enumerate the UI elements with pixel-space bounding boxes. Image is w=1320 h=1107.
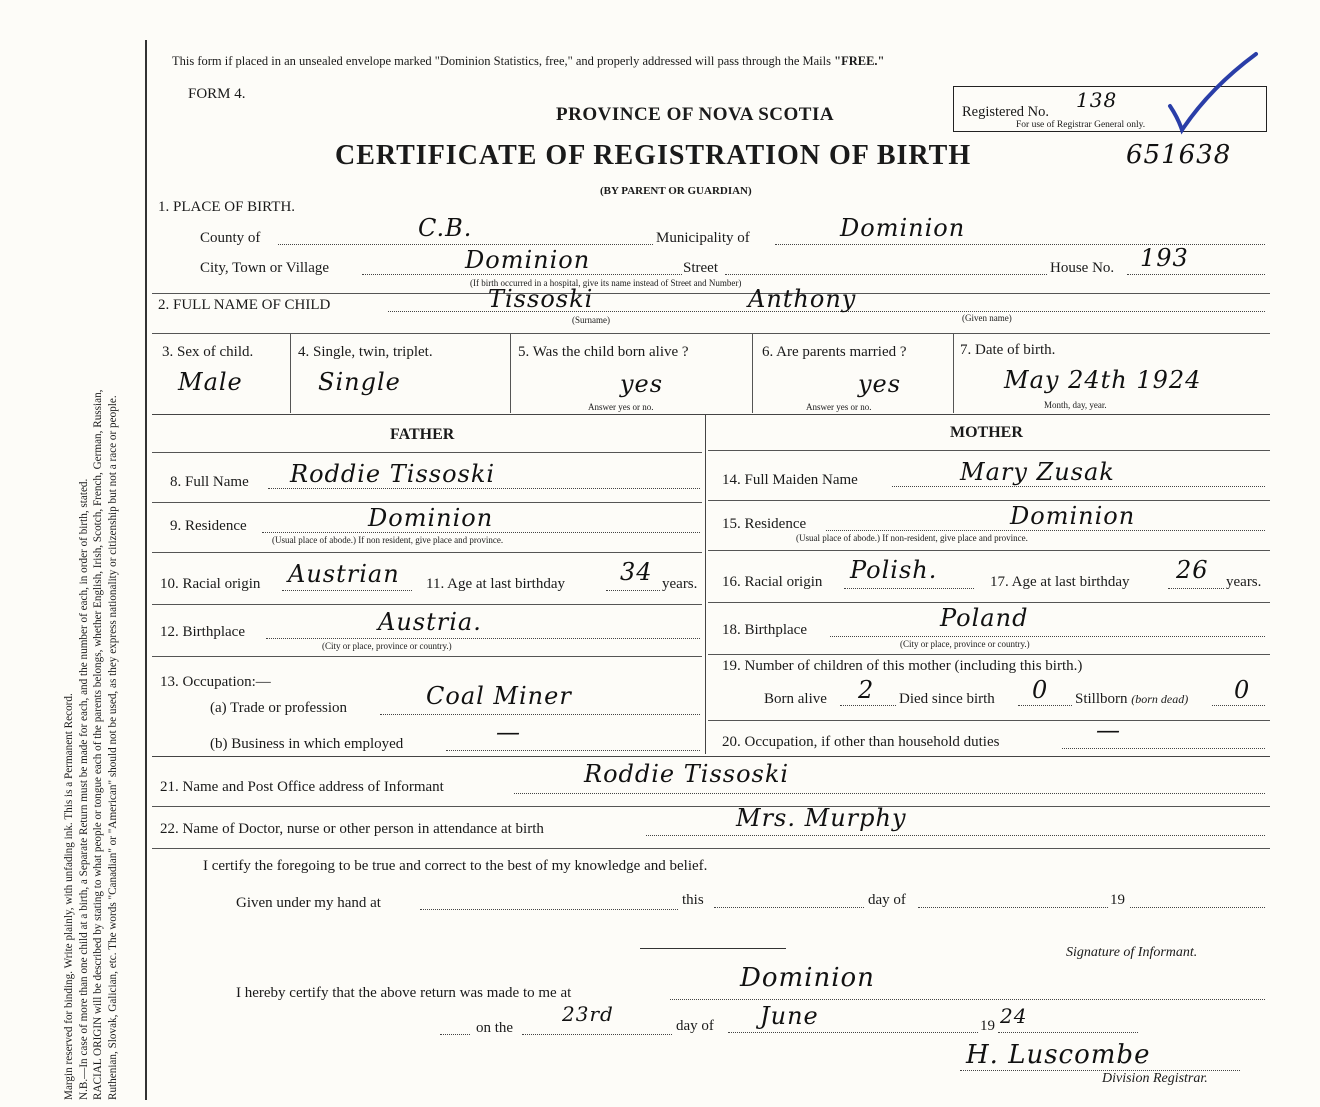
- house-line: [1127, 274, 1265, 275]
- margin-line-3: RACIAL ORIGIN will be described by stating to what people or tongue each of the parents belongs, whether English, Irish, Scotch, French, German, Russian,: [92, 389, 104, 1100]
- father-residence-label: 9. Residence: [170, 518, 247, 534]
- registrar-year-prefix: 19: [980, 1018, 995, 1034]
- county-value: C.B.: [418, 214, 473, 242]
- margin-notes: [62, 20, 120, 1100]
- registrar-year-value: 24: [1000, 1004, 1028, 1028]
- registrar-signature: H. Luscombe: [966, 1040, 1151, 1070]
- mother-occupation-value: —: [1096, 716, 1121, 744]
- place-heading: 1. PLACE OF BIRTH.: [158, 199, 296, 215]
- registrar-line: I hereby certify that the above return was made to me at: [236, 985, 572, 1001]
- on-the-line: [522, 1034, 672, 1035]
- mother-age-label: 17. Age at last birthday: [990, 574, 1130, 590]
- informant-line: [514, 793, 1265, 794]
- county-label: County of: [200, 230, 261, 246]
- mother-name-value: Mary Zusak: [960, 458, 1115, 486]
- divider: [152, 414, 1270, 415]
- year-prefix: 19: [1110, 892, 1125, 908]
- divider: [152, 848, 1270, 849]
- certify-text: I certify the foregoing to be true and correct to the best of my knowledge and belief.: [203, 858, 708, 874]
- mother-name-line: [892, 486, 1265, 487]
- mother-occupation-label: 20. Occupation, if other than household duties: [722, 734, 1000, 750]
- father-years: years.: [662, 576, 698, 592]
- married-value: yes: [858, 370, 902, 398]
- mother-racial-line: [844, 588, 974, 589]
- mother-residence-label: 15. Residence: [722, 516, 807, 532]
- registrar-title: Division Registrar.: [1102, 1071, 1208, 1086]
- day-of-label: day of: [868, 892, 906, 908]
- registrar-month-line: [728, 1032, 978, 1033]
- born-alive-value: 2: [858, 676, 875, 704]
- father-birthplace-note: (City or place, province or country.): [322, 641, 452, 651]
- divider: [152, 502, 702, 503]
- dob-value: May 24th 1924: [1004, 366, 1202, 394]
- stillborn-label: [1075, 691, 1188, 708]
- divider: [152, 293, 1270, 294]
- column-divider: [705, 414, 706, 754]
- divider: [708, 602, 1270, 603]
- registrar-year-line: [998, 1032, 1138, 1033]
- doctor-label: 22. Name of Doctor, nurse or other person in attendance at birth: [160, 821, 544, 837]
- father-residence-line: [262, 532, 700, 533]
- divider: [708, 550, 1270, 551]
- province-heading: PROVINCE OF NOVA SCOTIA: [556, 104, 835, 125]
- father-racial-label: 10. Racial origin: [160, 576, 261, 592]
- margin-border: [145, 40, 147, 1100]
- divider: [708, 720, 1270, 721]
- this-label: this: [682, 892, 704, 908]
- divider: [752, 333, 753, 413]
- mother-residence-line: [826, 530, 1265, 531]
- died-value: 0: [1032, 676, 1049, 704]
- occupation-label: 13. Occupation:—: [160, 674, 271, 690]
- father-heading: FATHER: [390, 426, 455, 443]
- divider: [290, 333, 291, 413]
- children-label: 19. Number of children of this mother (including this birth.): [722, 658, 1083, 674]
- born-alive-line: [840, 705, 896, 706]
- father-age-label: 11. Age at last birthday: [426, 576, 565, 592]
- father-name-value: Roddie Tissoski: [290, 460, 496, 488]
- married-label: 6. Are parents married ?: [762, 344, 907, 360]
- father-age-value: 34: [620, 558, 653, 586]
- father-residence-value: Dominion: [368, 504, 494, 532]
- divider: [708, 654, 1270, 655]
- registered-note: For use of Registrar General only.: [1016, 120, 1146, 130]
- died-line: [1018, 705, 1072, 706]
- surname-note: (Surname): [572, 315, 610, 325]
- city-label: City, Town or Village: [200, 260, 330, 276]
- divider: [152, 806, 1270, 807]
- dob-label: 7. Date of birth.: [960, 342, 1056, 358]
- page-subtitle: (BY PARENT OR GUARDIAN): [600, 185, 752, 197]
- father-name-label: 8. Full Name: [170, 474, 249, 490]
- child-surname: Tissoski: [488, 285, 594, 313]
- child-label: 2. FULL NAME OF CHILD: [158, 297, 331, 313]
- municipality-label: Municipality of: [656, 230, 750, 246]
- registered-label: Registered No.: [962, 104, 1049, 120]
- mother-name-label: 14. Full Maiden Name: [722, 472, 858, 488]
- city-value: Dominion: [465, 246, 591, 274]
- mail-note: [172, 54, 884, 69]
- doctor-line: [646, 835, 1265, 836]
- child-given: Anthony: [748, 285, 857, 313]
- handwritten-number: 651638: [1126, 140, 1232, 170]
- father-racial-line: [282, 590, 412, 591]
- father-birthplace-label: 12. Birthplace: [160, 624, 245, 640]
- house-value: 193: [1140, 244, 1189, 272]
- year-line: [1130, 907, 1265, 908]
- father-birthplace-line: [266, 638, 700, 639]
- this-line: [714, 907, 864, 908]
- divider: [152, 756, 1270, 757]
- informant-value: Roddie Tissoski: [584, 760, 790, 788]
- informant-label: 21. Name and Post Office address of Informant: [160, 779, 444, 795]
- alive-note: Answer yes or no.: [588, 402, 654, 412]
- margin-line-2: N.B.—In case of more than one child at a birth, a Separate Return must be made for each, and the number of each, in order of birth, stated.: [77, 478, 90, 1100]
- form-number: FORM 4.: [188, 86, 246, 102]
- margin-line-4: Ruthenian, Slovak, Galician, etc. The words "Canadian" or "American" should not be used, as they express nationality or citizenship but not a race or people.: [106, 395, 119, 1100]
- stillborn-note: (born dead): [1131, 692, 1189, 706]
- alive-label: 5. Was the child born alive ?: [518, 344, 689, 360]
- dob-note: Month, day, year.: [1044, 400, 1107, 410]
- divider: [510, 333, 511, 413]
- alive-value: yes: [620, 370, 664, 398]
- mother-occupation-line: [1062, 748, 1265, 749]
- business-value: —: [496, 718, 521, 746]
- registrar-place-value: Dominion: [740, 963, 875, 993]
- informant-signature-line: [640, 948, 786, 949]
- mother-birthplace-value: Poland: [940, 604, 1029, 632]
- sex-value: Male: [178, 368, 243, 396]
- signature-label: Signature of Informant.: [1066, 945, 1198, 960]
- mother-birthplace-label: 18. Birthplace: [722, 622, 807, 638]
- on-the-lead-line: [440, 1034, 470, 1035]
- city-line: [362, 274, 682, 275]
- mother-age-line: [1168, 588, 1224, 589]
- mother-racial-label: 16. Racial origin: [722, 574, 823, 590]
- margin-line-1: Margin reserved for binding. Write plainly, with unfading ink. This is a Permanent Record.: [63, 693, 75, 1100]
- doctor-value: Mrs. Murphy: [736, 804, 907, 832]
- mother-residence-note: (Usual place of abode.) If non-resident, give place and province.: [796, 533, 1028, 543]
- municipality-value: Dominion: [840, 214, 966, 242]
- single-value: Single: [318, 368, 401, 396]
- mother-heading: MOTHER: [950, 424, 1023, 441]
- mail-note-text: This form if placed in an unsealed envelope marked "Dominion Statistics, free," and properly addressed will pass through the Mails: [172, 54, 831, 68]
- divider: [152, 333, 1270, 334]
- street-label: Street: [683, 260, 718, 276]
- business-line: [446, 750, 700, 751]
- single-label: 4. Single, twin, triplet.: [298, 344, 433, 360]
- stillborn-value: 0: [1234, 676, 1251, 704]
- street-line: [725, 274, 1047, 275]
- died-label: Died since birth: [899, 691, 995, 707]
- municipality-line: [775, 244, 1265, 245]
- divider: [708, 500, 1270, 501]
- father-residence-note: (Usual place of abode.) If non resident, give place and province.: [272, 535, 504, 545]
- trade-label: (a) Trade or profession: [210, 700, 348, 716]
- business-label: (b) Business in which employed: [210, 736, 404, 752]
- registered-value: 138: [1076, 88, 1118, 112]
- day-of-line: [918, 907, 1108, 908]
- stillborn-line: [1212, 705, 1265, 706]
- registrar-month-value: June: [760, 1002, 819, 1030]
- mother-racial-value: Polish.: [850, 556, 938, 584]
- father-birthplace-value: Austria.: [378, 608, 482, 636]
- married-note: Answer yes or no.: [806, 402, 872, 412]
- registrar-place-line: [670, 999, 1265, 1000]
- sex-label: 3. Sex of child.: [162, 344, 254, 360]
- registrar-day-value: 23rd: [562, 1002, 614, 1026]
- given-label: Given under my hand at: [236, 895, 381, 911]
- father-age-line: [606, 590, 660, 591]
- mother-years: years.: [1226, 574, 1262, 590]
- page-title: CERTIFICATE OF REGISTRATION OF BIRTH: [335, 140, 972, 171]
- trade-value: Coal Miner: [426, 682, 572, 710]
- father-racial-value: Austrian: [288, 560, 400, 588]
- mother-birthplace-line: [830, 636, 1265, 637]
- divider: [152, 604, 702, 605]
- given-line: [420, 909, 678, 910]
- checkmark-icon: [1150, 48, 1260, 138]
- on-the-label: on the: [476, 1020, 514, 1036]
- born-alive-label: Born alive: [764, 691, 827, 707]
- father-name-line: [268, 488, 700, 489]
- divider: [708, 450, 1270, 451]
- given-note: (Given name): [962, 313, 1012, 323]
- registrar-day-of-label: day of: [676, 1018, 714, 1034]
- stillborn-text: Stillborn: [1075, 691, 1128, 707]
- mother-age-value: 26: [1176, 556, 1209, 584]
- mother-residence-value: Dominion: [1010, 502, 1136, 530]
- county-line: [278, 244, 653, 245]
- mother-birthplace-note: (City or place, province or country.): [900, 639, 1030, 649]
- mail-free: "FREE.": [834, 54, 885, 68]
- divider: [152, 452, 702, 453]
- divider: [152, 656, 702, 657]
- street-note: (If birth occurred in a hospital, give its name instead of Street and Number): [470, 278, 742, 288]
- trade-line: [380, 714, 700, 715]
- divider: [152, 552, 702, 553]
- house-label: House No.: [1050, 260, 1115, 276]
- divider: [953, 333, 954, 413]
